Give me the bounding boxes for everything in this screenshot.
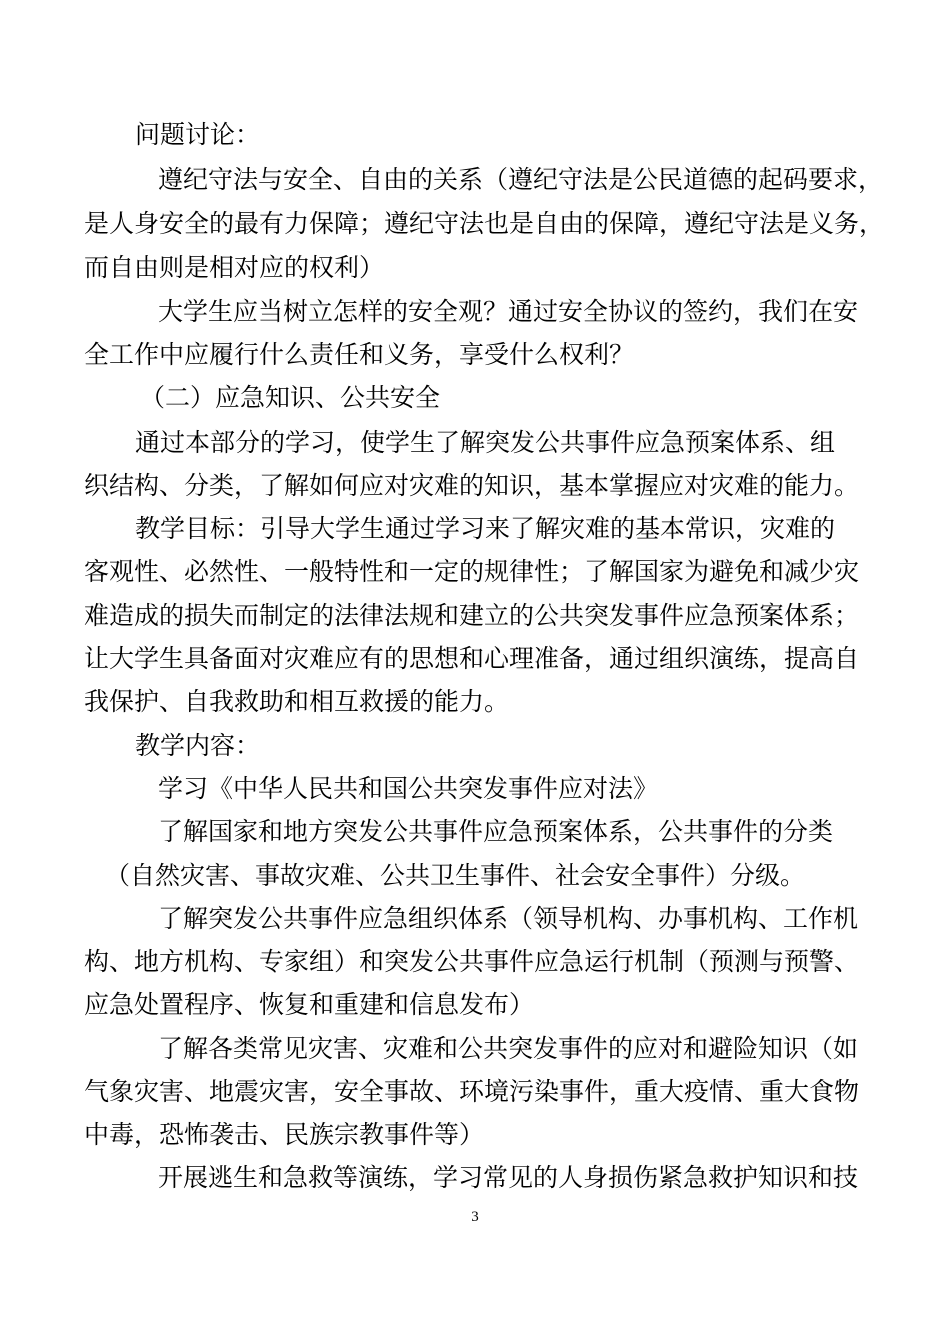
text-line: 学习《中华人民共和国公共突发事件应对法》	[158, 774, 659, 803]
text-line: 难造成的损失而制定的法律法规和建立的公共突发事件应急预案体系；	[84, 601, 860, 630]
text-line: 应急处置程序、恢复和重建和信息发布）	[84, 990, 535, 1019]
text-line: 问题讨论：	[135, 120, 261, 149]
text-line: （自然灾害、事故灾难、公共卫生事件、社会安全事件）分级。	[105, 861, 806, 890]
text-line: 全工作中应履行什么责任和义务，享受什么权利？	[84, 340, 635, 369]
text-line: 中毒，恐怖袭击、民族宗教事件等）	[84, 1120, 485, 1149]
text-line: 了解各类常见灾害、灾难和公共突发事件的应对和避险知识（如	[158, 1034, 859, 1063]
text-line: 我保护、自我救助和相互救援的能力。	[84, 687, 510, 716]
text-line: 让大学生具备面对灾难应有的思想和心理准备，通过组织演练，提高自	[84, 644, 860, 673]
text-line: 构、地方机构、专家组）和突发公共事件应急运行机制（预测与预警、	[84, 947, 860, 976]
text-line: 大学生应当树立怎样的安全观？通过安全协议的签约，我们在安	[158, 297, 859, 326]
text-line: 教学内容：	[135, 731, 261, 760]
text-line: 开展逃生和急救等演练，学习常见的人身损伤紧急救护知识和技	[158, 1163, 859, 1192]
text-line: 了解国家和地方突发公共事件应急预案体系，公共事件的分类	[158, 817, 834, 846]
text-line: 教学目标：引导大学生通过学习来了解灾难的基本常识，灾难的	[135, 514, 836, 543]
text-line: 遵纪守法与安全、自由的关系（遵纪守法是公民道德的起码要求，	[158, 165, 884, 194]
text-line: 客观性、必然性、一般特性和一定的规律性；了解国家为避免和减少灾	[84, 557, 860, 586]
section-heading: （二）应急知识、公共安全	[140, 383, 441, 412]
text-line: 织结构、分类，了解如何应对灾难的知识，基本掌握应对灾难的能力。	[84, 471, 860, 500]
page-number: 3	[471, 1209, 479, 1225]
text-line: 气象灾害、地震灾害，安全事故、环境污染事件，重大疫情、重大食物	[84, 1077, 860, 1106]
text-line: 而自由则是相对应的权利）	[84, 253, 385, 282]
text-line: 了解突发公共事件应急组织体系（领导机构、办事机构、工作机	[158, 904, 859, 933]
text-line: 通过本部分的学习，使学生了解突发公共事件应急预案体系、组	[135, 428, 836, 457]
text-line: 是人身安全的最有力保障；遵纪守法也是自由的保障，遵纪守法是义务，	[84, 209, 885, 238]
